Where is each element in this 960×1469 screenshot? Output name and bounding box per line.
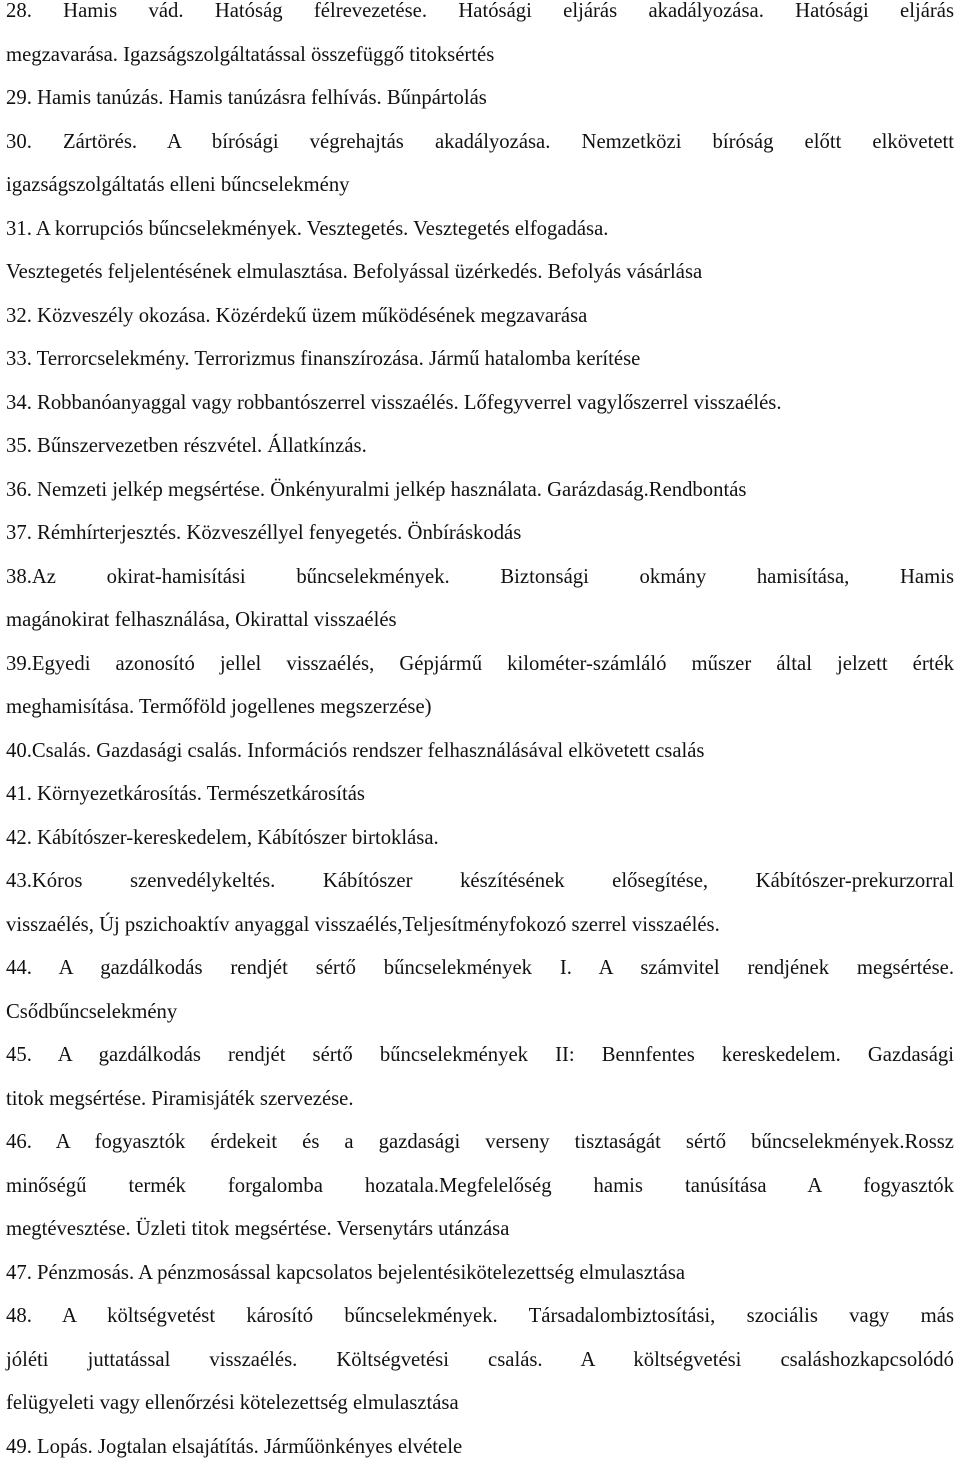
text-line: 43.Kóros szenvedélykeltés. Kábítószer készítésének elősegítése, Kábítószer-prekurzorral: [6, 860, 954, 904]
text-line: 40.Csalás. Gazdasági csalás. Információs rendszer felhasználásával elkövetett csalás: [6, 730, 954, 774]
text-line: 47. Pénzmosás. A pénzmosással kapcsolatos bejelentésikötelezettség elmulasztása: [6, 1252, 954, 1296]
text-line: megzavarása. Igazságszolgáltatással összefüggő titoksértés: [6, 34, 954, 78]
text-line: felügyeleti vagy ellenőrzési kötelezettség elmulasztása: [6, 1382, 954, 1426]
text-line: visszaélés, Új pszichoaktív anyaggal visszaélés,Teljesítményfokozó szerrel visszaélés.: [6, 904, 954, 948]
text-line: 36. Nemzeti jelkép megsértése. Önkényuralmi jelkép használata. Garázdaság.Rendbontás: [6, 469, 954, 513]
text-line: 29. Hamis tanúzás. Hamis tanúzásra felhívás. Bűnpártolás: [6, 77, 954, 121]
text-line: 34. Robbanóanyaggal vagy robbantószerrel visszaélés. Lőfegyverrel vagylőszerrel visszaélés.: [6, 382, 954, 426]
text-line: Csődbűncselekmény: [6, 991, 954, 1035]
text-line: megtévesztése. Üzleti titok megsértése. Versenytárs utánzása: [6, 1208, 954, 1252]
text-line: minőségű termék forgalomba hozatala.Megfelelőség hamis tanúsítása A fogyasztók: [6, 1165, 954, 1209]
text-line: 48. A költségvetést károsító bűncselekmények. Társadalombiztosítási, szociális vagy más: [6, 1295, 954, 1339]
text-line: 30. Zártörés. A bírósági végrehajtás akadályozása. Nemzetközi bíróság előtt elkövetett: [6, 121, 954, 165]
text-line: 45. A gazdálkodás rendjét sértő bűncselekmények II: Bennfentes kereskedelem. Gazdasági: [6, 1034, 954, 1078]
text-line: 32. Közveszély okozása. Közérdekű üzem működésének megzavarása: [6, 295, 954, 339]
text-line: Vesztegetés feljelentésének elmulasztása. Befolyással üzérkedés. Befolyás vásárlása: [6, 251, 954, 295]
text-line: titok megsértése. Piramisjáték szervezése.: [6, 1078, 954, 1122]
text-line: 46. A fogyasztók érdekeit és a gazdasági verseny tisztaságát sértő bűncselekmények.Rossz: [6, 1121, 954, 1165]
text-line: 35. Bűnszervezetben részvétel. Állatkínzás.: [6, 425, 954, 469]
text-line: 38.Az okirat-hamisítási bűncselekmények. Biztonsági okmány hamisítása, Hamis: [6, 556, 954, 600]
text-line: meghamisítása. Termőföld jogellenes megszerzése): [6, 686, 954, 730]
text-line: 31. A korrupciós bűncselekmények. Vesztegetés. Vesztegetés elfogadása.: [6, 208, 954, 252]
text-line: 28. Hamis vád. Hatóság félrevezetése. Hatósági eljárás akadályozása. Hatósági eljárás: [6, 0, 954, 34]
text-line: 44. A gazdálkodás rendjét sértő bűncselekmények I. A számvitel rendjének megsértése.: [6, 947, 954, 991]
text-line: magánokirat felhasználása, Okirattal visszaélés: [6, 599, 954, 643]
text-line: igazságszolgáltatás elleni bűncselekmény: [6, 164, 954, 208]
text-line: jóléti juttatással visszaélés. Költségvetési csalás. A költségvetési csaláshozkapcsolódó: [6, 1339, 954, 1383]
text-line: 42. Kábítószer-kereskedelem, Kábítószer birtoklása.: [6, 817, 954, 861]
text-line: 33. Terrorcselekmény. Terrorizmus finanszírozása. Jármű hatalomba kerítése: [6, 338, 954, 382]
text-line: 41. Környezetkárosítás. Természetkárosítás: [6, 773, 954, 817]
text-line: 37. Rémhírterjesztés. Közveszéllyel fenyegetés. Önbíráskodás: [6, 512, 954, 556]
text-line: 49. Lopás. Jogtalan elsajátítás. Járműönkényes elvétele: [6, 1426, 954, 1469]
text-line: 39.Egyedi azonosító jellel visszaélés, Gépjármű kilométer-számláló műszer által jelzett érték: [6, 643, 954, 687]
